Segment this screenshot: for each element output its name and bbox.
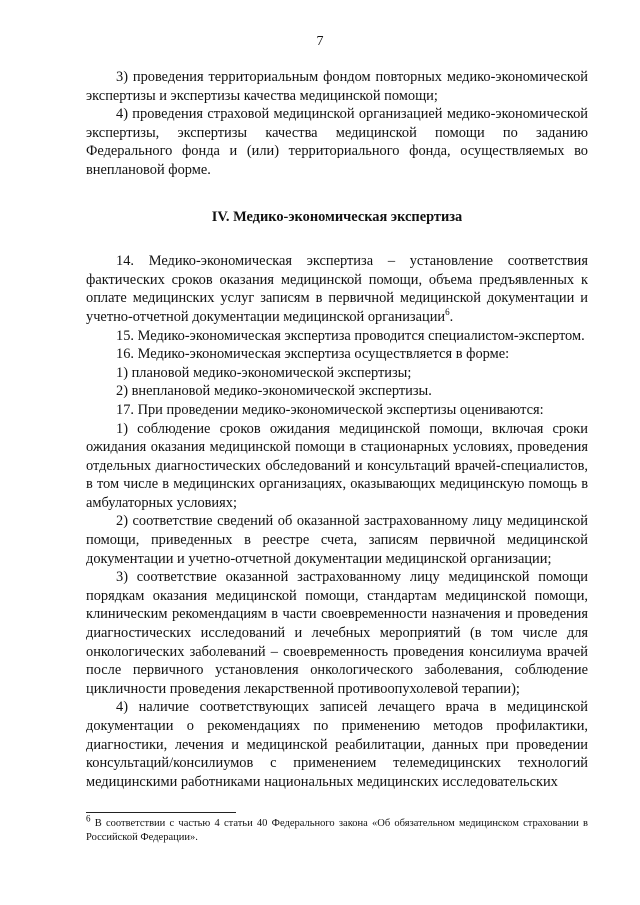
paragraph-14-end: . <box>449 308 454 325</box>
page-number: 7 <box>316 34 324 49</box>
paragraph-16-item-2: 2) внеплановой медико-экономической экспертизы. <box>116 383 432 400</box>
document-body <box>86 68 588 791</box>
paragraph-17-item-2: 2) соответствие сведений об оказанной застрахованному лицу медицинской помощи, приведенных в реестре счета, записям первичной медицинской документации и учетно-отчетной документации медицинской организации; <box>86 513 588 567</box>
paragraph-17-item-4: 4) наличие соответствующих записей лечащего врача в медицинской документации о рекомендациях по применению методов профилактики, диагностики, лечения и медицинской реабилитации, данных при проведении консультаций/консилиумов с применением телемедицинских технологий медицинскими работниками национальных медицинских исследовательских <box>86 699 588 790</box>
paragraph-16-item-1: 1) плановой медико-экономической экспертизы; <box>116 364 412 381</box>
paragraph-17-item-1: 1) соблюдение сроков ожидания медицинской помощи, включая сроки ожидания оказания медицинской помощи в стационарных условиях, проведения отдельных диагностических обследований и консультаций врачей-специалистов, в том числе в медицинских организациях, оказывающих медицинскую помощь в амбулаторных условиях; <box>86 420 588 511</box>
paragraph-14-text: 14. Медико-экономическая экспертиза – установление соответствия фактических сроков оказания медицинской помощи, объема предъявленных к оплате медицинских услуг записям в первичной медицинской документации и учетно-отчетной документации медицинской организации <box>86 253 588 325</box>
paragraph-16: 16. Медико-экономическая экспертиза осуществляется в форме: <box>116 346 510 363</box>
footnote-divider <box>86 812 236 813</box>
paragraph-17-item-3: 3) соответствие оказанной застрахованному лицу медицинской помощи порядкам оказания медицинской помощи, стандартам медицинской помощи, клиническим рекомендациям в части своевременности назначения и проведения диагностических исследований и лечебных мероприятий (в том числе для онкологических заболеваний – своевременность проведения консилиума врачей после первичного установления онкологического заболевания, соблюдение цикличности проведения лекарственной противоопухолевой терапии); <box>86 569 588 697</box>
paragraph-15: 15. Медико-экономическая экспертиза проводится специалистом-экспертом. <box>116 327 585 344</box>
section-heading: IV. Медико-экономическая экспертиза <box>211 208 463 225</box>
paragraph-item-4: 4) проведения страховой медицинской организацией медико-экономической экспертизы, экспертизы качества медицинской помощи по заданию Федерального фонда и (или) территориального фонда, осуществляемых во внеплановой форме. <box>86 106 588 178</box>
footnote-text: В соответствии с частью 4 статьи 40 Федерального закона «Об обязательном медицинском страховании в Российской Федерации». <box>86 818 588 843</box>
paragraph-item-3: 3) проведения территориальным фондом повторных медико-экономической экспертизы и экспертизы качества медицинской помощи; <box>86 69 588 104</box>
paragraph-14 <box>86 252 588 326</box>
paragraph-17: 17. При проведении медико-экономической экспертизы оцениваются: <box>116 401 544 418</box>
footnote-number: 6 <box>86 813 91 824</box>
footnote <box>86 813 588 845</box>
footnote-reference: 6 <box>445 307 450 318</box>
